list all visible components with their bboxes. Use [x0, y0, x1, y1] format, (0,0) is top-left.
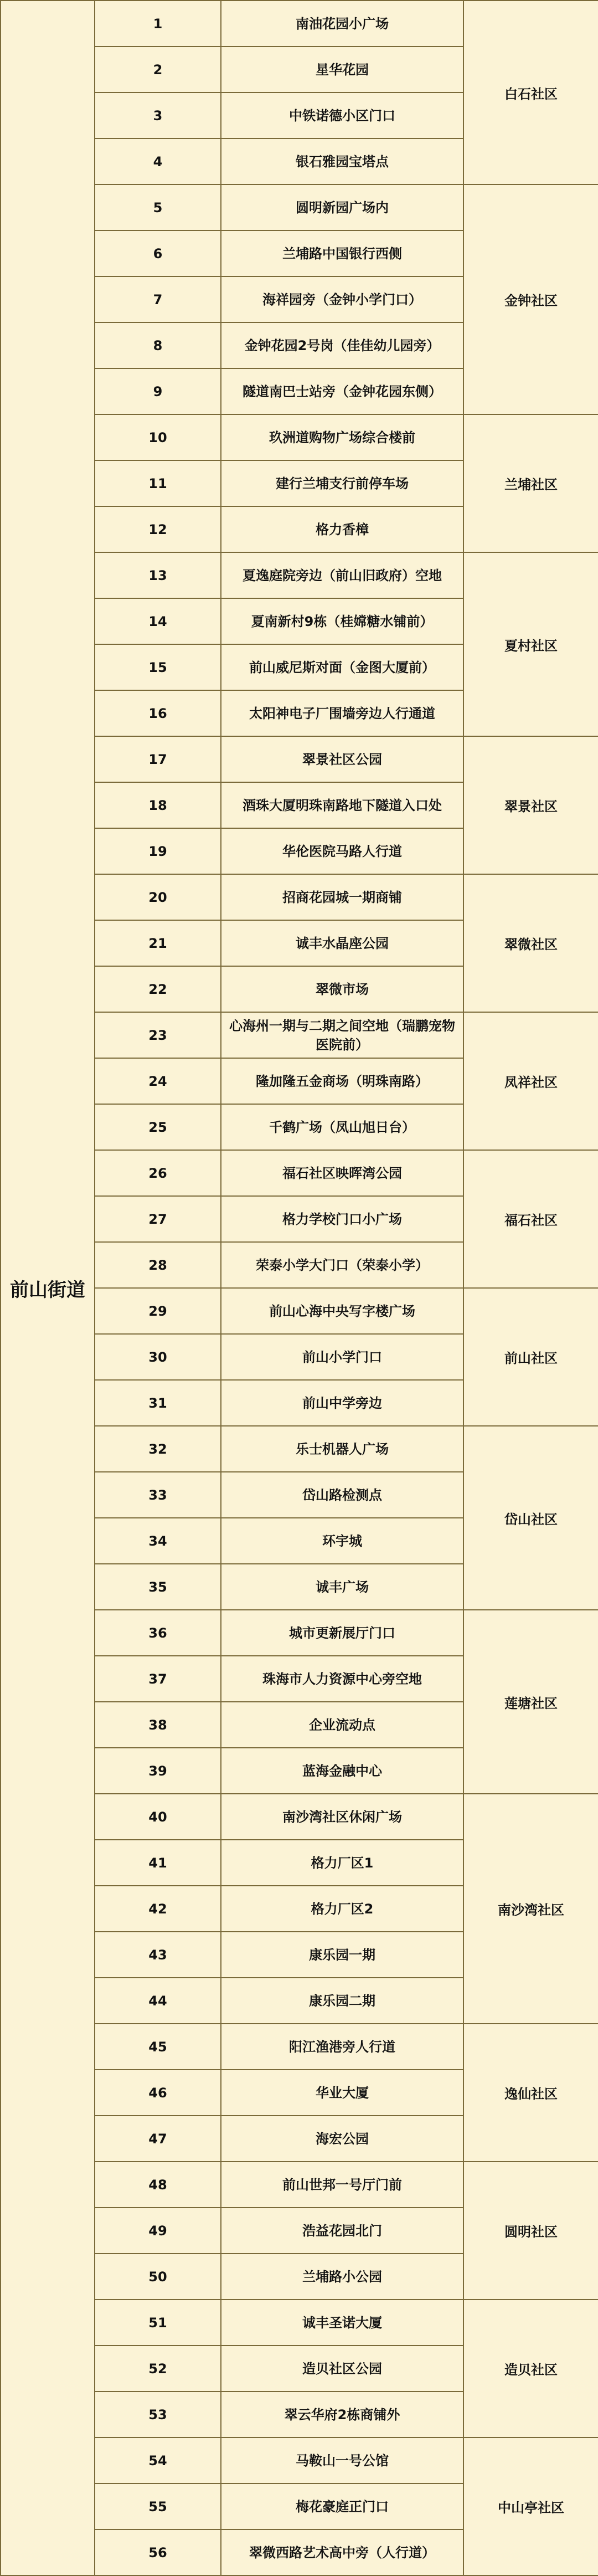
site-number: 49: [95, 2208, 221, 2254]
community-name: 逸仙社区: [463, 2024, 598, 2162]
site-location: 中铁诺德小区门口: [221, 93, 463, 138]
community-name: 福石社区: [463, 1150, 598, 1288]
site-location: 隧道南巴士站旁（金钟花园东侧）: [221, 368, 463, 414]
site-location: 诚丰水晶座公园: [221, 920, 463, 966]
site-number: 42: [95, 1886, 221, 1932]
site-location: 兰埔路中国银行西侧: [221, 230, 463, 276]
site-number: 40: [95, 1794, 221, 1840]
community-name: 翠景社区: [463, 736, 598, 874]
site-location: 珠海市人力资源中心旁空地: [221, 1656, 463, 1702]
site-number: 48: [95, 2162, 221, 2208]
community-name: 兰埔社区: [463, 414, 598, 552]
site-location: 隆加隆五金商场（明珠南路）: [221, 1058, 463, 1104]
site-number: 17: [95, 736, 221, 782]
site-number: 9: [95, 368, 221, 414]
site-location: 荣泰小学大门口（荣泰小学）: [221, 1242, 463, 1288]
site-number: 52: [95, 2346, 221, 2392]
site-location: 海祥园旁（金钟小学门口）: [221, 276, 463, 322]
site-number: 10: [95, 414, 221, 460]
site-number: 31: [95, 1380, 221, 1426]
site-location: 浩益花园北门: [221, 2208, 463, 2254]
community-name: 岱山社区: [463, 1426, 598, 1610]
site-location: 岱山路检测点: [221, 1472, 463, 1518]
site-location: 金钟花园2号岗（佳佳幼儿园旁）: [221, 322, 463, 368]
community-name: 圆明社区: [463, 2162, 598, 2300]
site-location: 格力香樟: [221, 506, 463, 552]
community-name: 前山社区: [463, 1288, 598, 1426]
site-number: 53: [95, 2392, 221, 2438]
site-number: 5: [95, 184, 221, 230]
site-number: 3: [95, 93, 221, 138]
site-location: 梅花豪庭正门口: [221, 2483, 463, 2529]
site-location: 华业大厦: [221, 2070, 463, 2116]
site-number: 16: [95, 690, 221, 736]
site-number: 35: [95, 1564, 221, 1610]
community-name: 南沙湾社区: [463, 1794, 598, 2024]
site-number: 8: [95, 322, 221, 368]
site-location: 夏南新村9栋（桂嫦糖水铺前）: [221, 598, 463, 644]
site-location: 格力厂区1: [221, 1840, 463, 1886]
site-number: 28: [95, 1242, 221, 1288]
site-location: 酒珠大厦明珠南路地下隧道入口处: [221, 782, 463, 828]
community-name: 白石社区: [463, 1, 598, 184]
site-number: 21: [95, 920, 221, 966]
site-location: 翠微市场: [221, 966, 463, 1012]
site-number: 43: [95, 1932, 221, 1978]
community-name: 翠微社区: [463, 874, 598, 1012]
site-number: 44: [95, 1978, 221, 2024]
site-location: 马鞍山一号公馆: [221, 2438, 463, 2483]
site-number: 20: [95, 874, 221, 920]
table-row: [1, 1, 598, 47]
site-number: 33: [95, 1472, 221, 1518]
site-number: 38: [95, 1702, 221, 1748]
site-location: 兰埔路小公园: [221, 2254, 463, 2300]
site-location: 玖洲道购物广场综合楼前: [221, 414, 463, 460]
site-number: 15: [95, 644, 221, 690]
site-location: 乐士机器人广场: [221, 1426, 463, 1472]
community-name: 金钟社区: [463, 184, 598, 414]
site-location: 心海州一期与二期之间空地（瑞鹏宠物医院前）: [221, 1012, 463, 1058]
site-number: 39: [95, 1748, 221, 1794]
community-name: 凤祥社区: [463, 1012, 598, 1150]
site-location: 城市更新展厅门口: [221, 1610, 463, 1656]
site-number: 55: [95, 2483, 221, 2529]
site-number: 1: [95, 1, 221, 47]
site-number: 45: [95, 2024, 221, 2070]
site-location: 格力厂区2: [221, 1886, 463, 1932]
site-location: 前山小学门口: [221, 1334, 463, 1380]
site-location: 康乐园二期: [221, 1978, 463, 2024]
site-number: 51: [95, 2300, 221, 2346]
site-number: 7: [95, 276, 221, 322]
site-number: 29: [95, 1288, 221, 1334]
site-location: 企业流动点: [221, 1702, 463, 1748]
site-number: 27: [95, 1196, 221, 1242]
site-location: 翠微西路艺术高中旁（人行道）: [221, 2529, 463, 2575]
site-number: 11: [95, 460, 221, 506]
site-number: 18: [95, 782, 221, 828]
site-number: 24: [95, 1058, 221, 1104]
site-number: 56: [95, 2529, 221, 2575]
site-location: 诚丰广场: [221, 1564, 463, 1610]
site-number: 22: [95, 966, 221, 1012]
community-name: 夏村社区: [463, 552, 598, 736]
site-location: 康乐园一期: [221, 1932, 463, 1978]
site-location: 海宏公园: [221, 2116, 463, 2162]
community-name: 中山亭社区: [463, 2438, 598, 2575]
site-number: 36: [95, 1610, 221, 1656]
site-location: 翠云华府2栋商铺外: [221, 2392, 463, 2438]
site-number: 30: [95, 1334, 221, 1380]
site-location: 诚丰圣诺大厦: [221, 2300, 463, 2346]
site-number: 50: [95, 2254, 221, 2300]
site-number: 46: [95, 2070, 221, 2116]
site-location: 千鹤广场（凤山旭日台）: [221, 1104, 463, 1150]
site-number: 34: [95, 1518, 221, 1564]
site-location: 前山世邦一号厅门前: [221, 2162, 463, 2208]
site-location: 华伦医院马路人行道: [221, 828, 463, 874]
site-location: 太阳神电子厂围墙旁边人行通道: [221, 690, 463, 736]
community-name: 莲塘社区: [463, 1610, 598, 1794]
site-number: 14: [95, 598, 221, 644]
site-number: 12: [95, 506, 221, 552]
site-number: 26: [95, 1150, 221, 1196]
site-location: 前山心海中央写字楼广场: [221, 1288, 463, 1334]
site-number: 37: [95, 1656, 221, 1702]
site-location: 招商花园城一期商铺: [221, 874, 463, 920]
site-number: 41: [95, 1840, 221, 1886]
district-name: 前山街道: [1, 1, 95, 2575]
site-number: 54: [95, 2438, 221, 2483]
site-location: 阳江渔港旁人行道: [221, 2024, 463, 2070]
site-number: 32: [95, 1426, 221, 1472]
site-location: 建行兰埔支行前停车场: [221, 460, 463, 506]
site-location: 前山中学旁边: [221, 1380, 463, 1426]
site-number: 19: [95, 828, 221, 874]
site-location: 环宇城: [221, 1518, 463, 1564]
site-number: 13: [95, 552, 221, 598]
site-number: 23: [95, 1012, 221, 1058]
site-number: 47: [95, 2116, 221, 2162]
site-location: 夏逸庭院旁边（前山旧政府）空地: [221, 552, 463, 598]
site-location: 福石社区映晖湾公园: [221, 1150, 463, 1196]
site-number: 4: [95, 138, 221, 184]
site-location: 格力学校门口小广场: [221, 1196, 463, 1242]
site-number: 6: [95, 230, 221, 276]
table-body: [1, 1, 598, 2575]
site-location: 前山威尼斯对面（金图大厦前）: [221, 644, 463, 690]
community-name: 造贝社区: [463, 2300, 598, 2438]
site-location: 蓝海金融中心: [221, 1748, 463, 1794]
site-location: 南油花园小广场: [221, 1, 463, 47]
site-location: 翠景社区公园: [221, 736, 463, 782]
site-location: 银石雅园宝塔点: [221, 138, 463, 184]
site-location: 南沙湾社区休闲广场: [221, 1794, 463, 1840]
site-location: 圆明新园广场内: [221, 184, 463, 230]
site-location: 星华花园: [221, 47, 463, 93]
site-number: 2: [95, 47, 221, 93]
site-location: 造贝社区公园: [221, 2346, 463, 2392]
site-number: 25: [95, 1104, 221, 1150]
